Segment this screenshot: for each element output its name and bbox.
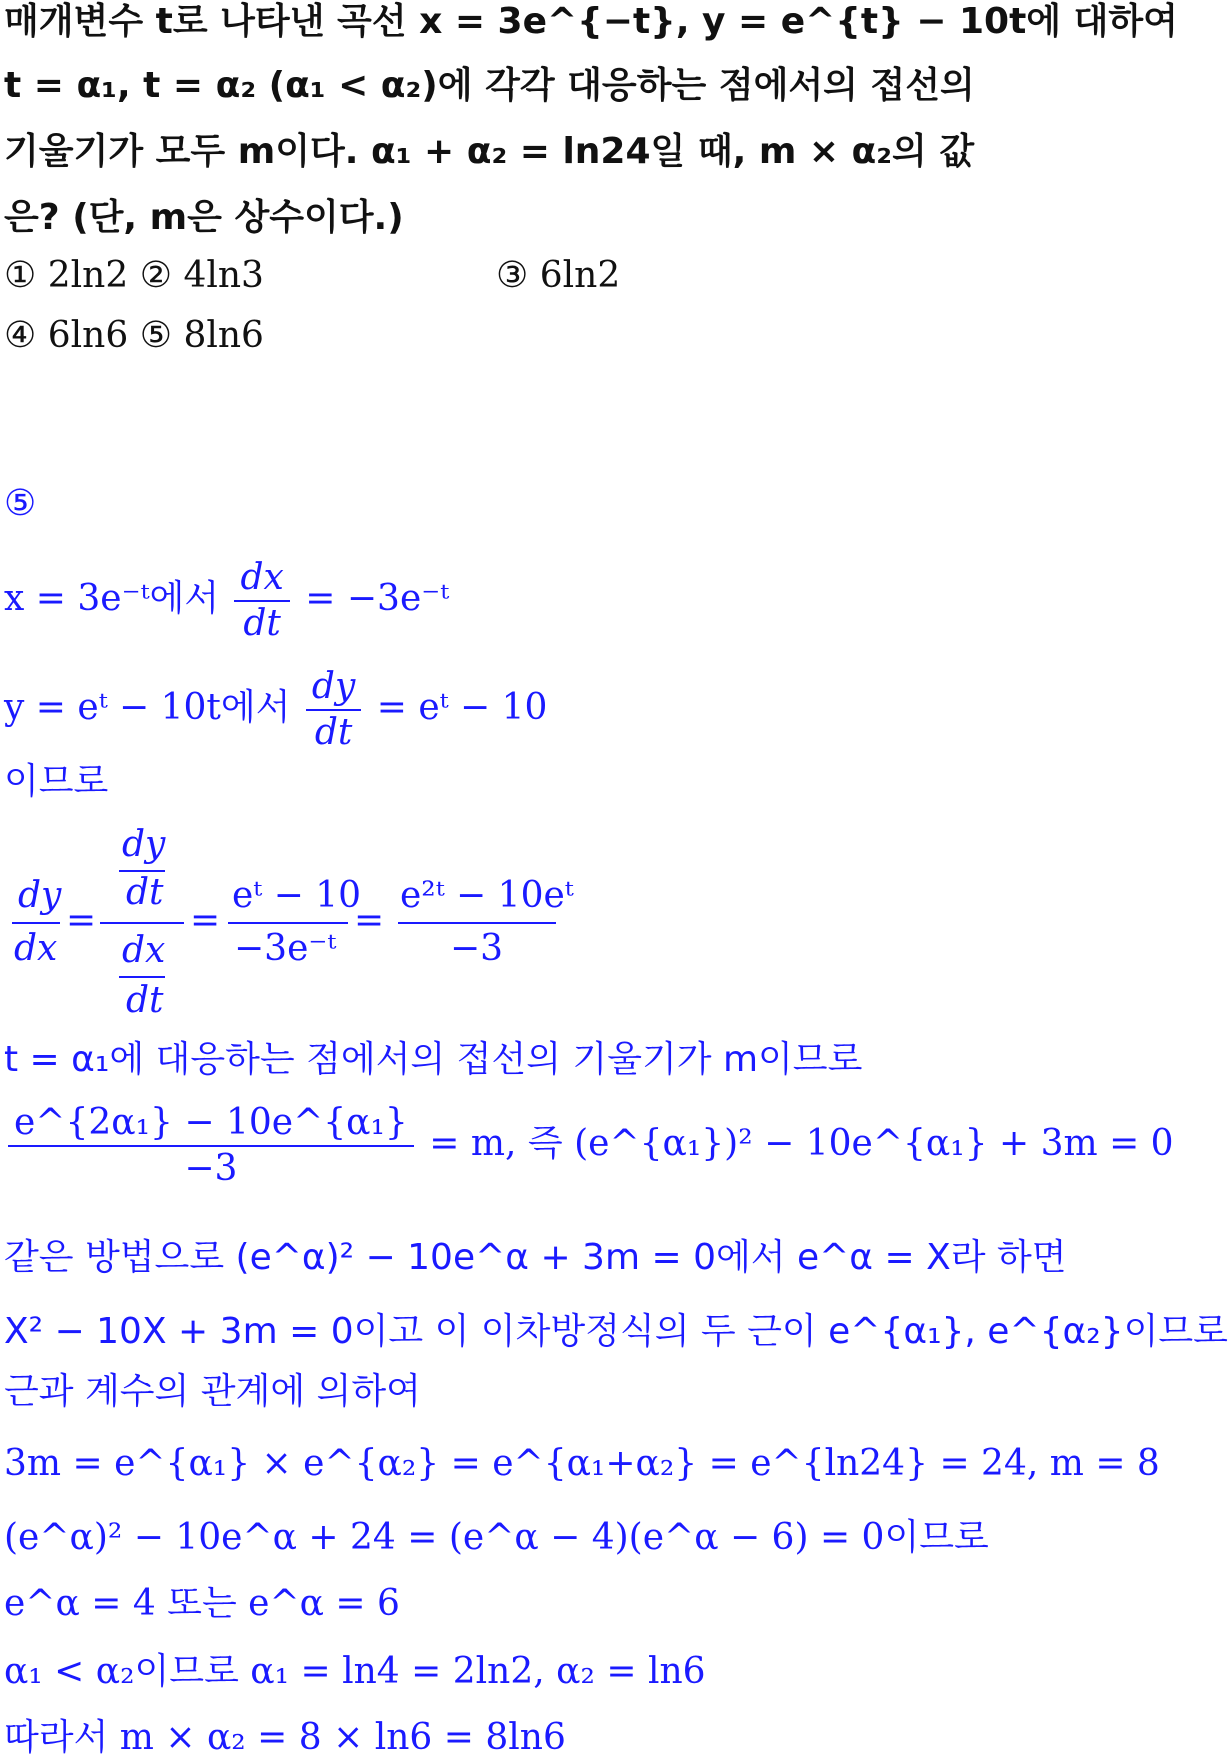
step4-lhs-den: dx (14, 928, 58, 969)
step6-den: −3 (184, 1148, 238, 1189)
solution-step-3: 이므로 (4, 761, 109, 802)
choice-row-2 (4, 314, 264, 358)
question-line-3: 기울기가 모두 m이다. α₁ + α₂ = ln24일 때, m × α₂의 값 (4, 131, 975, 172)
choice-2-value: 4ln3 (183, 255, 264, 296)
step4-f2-den: −3e⁻ᵗ (234, 928, 337, 969)
choice-4-mark: ④ (4, 315, 37, 356)
solution-step-11: (e^α)² − 10e^α + 24 = (e^α − 4)(e^α − 6) = 0이므로 (4, 1517, 989, 1558)
solution-step-14: 따라서 m × α₂ = 8 × ln6 = 8ln6 (4, 1717, 566, 1758)
question-line-1: 매개변수 t로 나타낸 곡선 x = 3e^{−t}, y = e^{t} − 10t에 대하여 (4, 1, 1178, 42)
step1-right: = −3e⁻ᵗ (305, 578, 450, 619)
step4-f2-bar (228, 922, 348, 924)
step4-inner-num-den: dt (126, 872, 164, 913)
step6-num: e^{2α₁} − 10e^{α₁} (8, 1101, 414, 1147)
step4-lhs-bar (12, 922, 60, 924)
choice-5-value: 8ln6 (183, 315, 264, 356)
step1-num: dx (234, 556, 289, 602)
step4-f2-num: eᵗ − 10 (232, 875, 362, 916)
solution-step-1 (4, 555, 449, 646)
step4-f3-den: −3 (450, 928, 504, 969)
answer-mark: ⑤ (4, 483, 37, 524)
step1-left: x = 3e⁻ᵗ에서 (4, 578, 219, 619)
solution-step-9: 근과 계수의 관계에 의하여 (4, 1371, 421, 1412)
solution-step-6 (4, 1100, 1174, 1191)
step6-fraction (8, 1101, 414, 1191)
step2-den: dt (314, 712, 353, 753)
step4-lhs-num: dy (18, 875, 62, 916)
choice-row-1 (4, 254, 264, 298)
solution-step-12: e^α = 4 또는 e^α = 6 (4, 1583, 400, 1624)
choice-1-value: 2ln2 (47, 255, 129, 296)
choice-5-mark: ⑤ (139, 315, 172, 356)
step4-main-bar (100, 922, 184, 924)
choice-4-value: 6ln6 (47, 315, 129, 356)
question-line-4: 은? (단, m은 상수이다.) (4, 197, 404, 238)
step1-den: dt (243, 603, 281, 644)
step6-right: = m, 즉 (e^{α₁})² − 10e^{α₁} + 3m = 0 (429, 1123, 1174, 1164)
step4-eq-2: = (190, 900, 221, 941)
step4-inner-den-bar (119, 976, 165, 978)
step4-f3-bar (398, 922, 556, 924)
choice-2-mark: ② (139, 255, 172, 296)
step2-num: dy (306, 665, 361, 711)
step4-f3-num: e²ᵗ − 10eᵗ (400, 875, 574, 916)
step4-eq-3: = (354, 900, 385, 941)
choice-1-mark: ① (4, 255, 37, 296)
solution-step-4 (4, 820, 574, 1021)
question-line-2: t = α₁, t = α₂ (α₁ < α₂)에 각각 대응하는 점에서의 접선의 (4, 65, 975, 106)
solution-step-13: α₁ < α₂이므로 α₁ = ln4 = 2ln2, α₂ = ln6 (4, 1651, 706, 1692)
solution-step-10: 3m = e^{α₁} × e^{α₂} = e^{α₁+α₂} = e^{ln24} = 24, m = 8 (4, 1443, 1160, 1484)
solution-step-5: t = α₁에 대응하는 점에서의 접선의 기울기가 m이므로 (4, 1039, 863, 1080)
step4-inner-den-num: dx (122, 930, 166, 971)
solution-step-7: 같은 방법으로 (e^α)² − 10e^α + 3m = 0에서 e^α = X라 하면 (4, 1237, 1067, 1278)
solution-step-8: X² − 10X + 3m = 0이고 이 이차방정식의 두 근이 e^{α₁}, e^{α₂}이므로 (4, 1311, 1228, 1352)
solution-step-2 (4, 664, 547, 755)
step2-left: y = eᵗ − 10t에서 (4, 687, 291, 728)
step4-inner-den-den: dt (126, 980, 164, 1021)
step2-right: = eᵗ − 10 (376, 687, 548, 728)
step4-eq-1: = (66, 900, 97, 941)
choice-3-mark: ③ (496, 255, 529, 296)
step2-fraction (306, 665, 361, 755)
step4-inner-num-num: dy (122, 824, 166, 865)
step1-fraction (234, 556, 289, 646)
choice-row-1b (496, 254, 620, 298)
choice-3-value: 6ln2 (539, 255, 621, 296)
